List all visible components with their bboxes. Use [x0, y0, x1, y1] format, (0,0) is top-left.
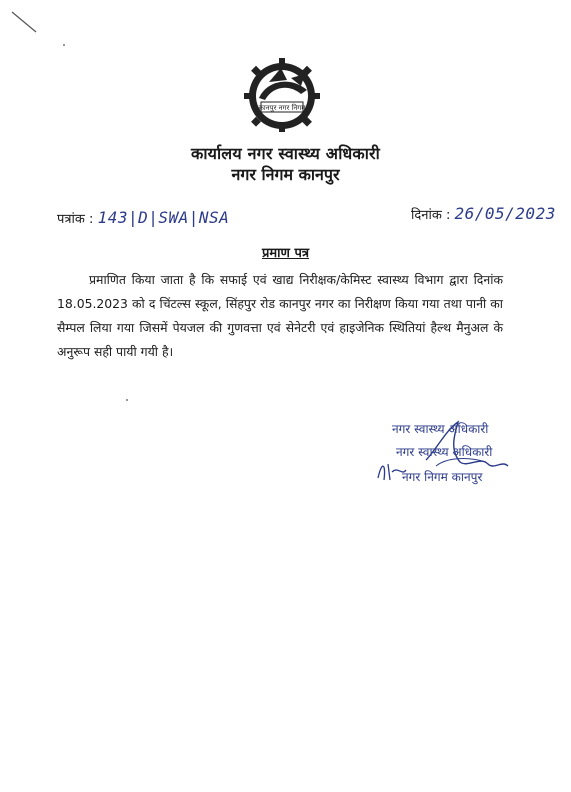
document-date [411, 204, 556, 223]
date-label: दिनांक : [411, 208, 451, 223]
reference-label: पत्रांक : [57, 212, 94, 227]
office-title: कार्यालय नगर स्वास्थ्य अधिकारी [191, 144, 380, 163]
signatory-office: नगर निगम कानपुर [402, 470, 483, 484]
certificate-paragraph: प्रमाणित किया जाता है कि सफाई एवं खाद्य निरीक्षक/केमिस्ट स्वास्थ्य विभाग द्वारा दिनांक 18.05.2023 को द चिंटल्स स्कूल, सिंहपुर रोड कानपुर नगर का निरीक्षण किया गया तथा पानी का सैम्पल लिया गया जिसमें पेयजल की गुणवत्ता एवं सेनेटरी एवं हाइजेनिक स्थितियां हैल्थ मैनुअल के अनुरूप सही पायी गयी है। [57, 272, 503, 359]
signatory-stamp-title: नगर स्वास्थ्य अधिकारी [396, 445, 493, 459]
signatory-title: नगर स्वास्थ्य अधिकारी [392, 422, 489, 436]
reference-number [57, 208, 229, 227]
kanpur-nagar-nigam-seal-icon [231, 56, 333, 132]
date-value: 26/05/2023 [454, 204, 556, 223]
scan-speck [63, 44, 65, 46]
handwritten-signature [376, 420, 536, 490]
municipality-title: नगर निगम कानपुर [231, 165, 340, 184]
reference-value: 143|D|SWA|NSA [97, 208, 230, 227]
corner-scan-mark [10, 10, 40, 34]
certificate-heading: प्रमाण पत्र [261, 246, 310, 261]
scan-speck [126, 399, 128, 401]
seal-text: कानपुर नगर निगम [258, 104, 306, 112]
signature-block [376, 420, 536, 510]
certificate-body [57, 268, 503, 364]
